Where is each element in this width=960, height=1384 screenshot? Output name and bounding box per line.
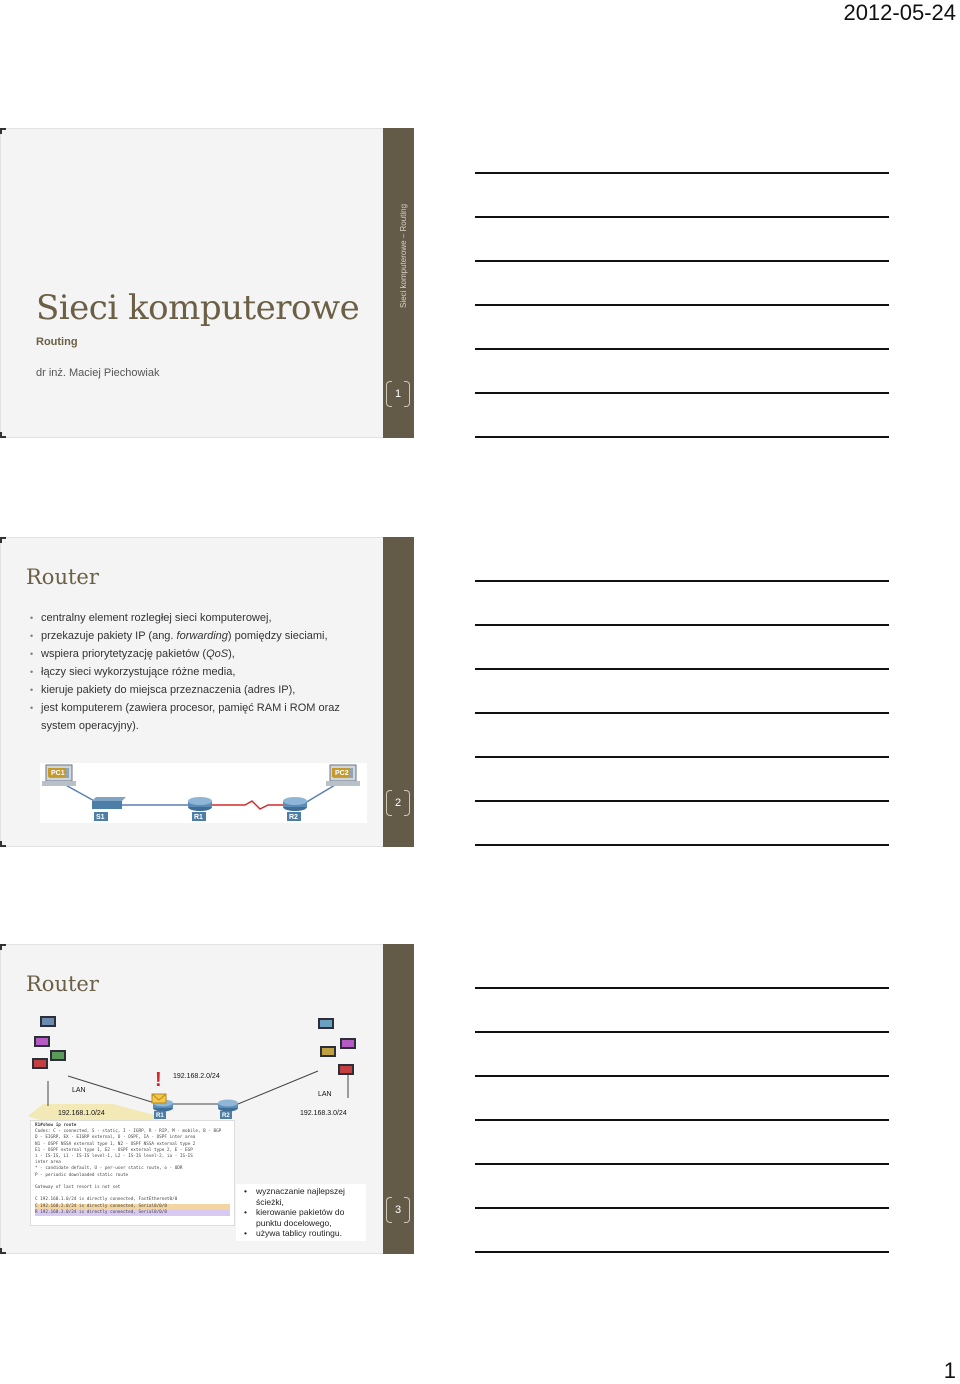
console-line: D - EIGRP, EX - EIGRP external, O - OSPF, IA - OSPF inter area xyxy=(35,1135,196,1141)
slide-title: Router xyxy=(26,565,99,589)
corner-mark xyxy=(0,1248,6,1254)
note-line xyxy=(475,304,889,306)
switch-icon xyxy=(92,797,126,809)
bullet-item: • przekazuje pakiety IP (ang. forwarding) pomiędzy sieciami, xyxy=(30,627,370,645)
lan-label-left: LAN xyxy=(72,1087,86,1094)
router-label-r2: R2 xyxy=(222,1113,230,1119)
note-line xyxy=(475,1207,889,1209)
note-line xyxy=(475,800,889,802)
pc-icon xyxy=(318,1018,356,1075)
note-line xyxy=(475,172,889,174)
label-r2: R2 xyxy=(289,814,298,821)
network-label-right: 192.168.3.0/24 xyxy=(300,1110,347,1117)
note-line xyxy=(475,1075,889,1077)
console-line: Codes: C - connected, S - static, I - IGRP, R - RIP, M - mobile, B - BGP xyxy=(35,1129,222,1135)
note-line xyxy=(475,712,889,714)
slide-author: dr inż. Maciej Piechowiak xyxy=(36,367,160,379)
notes-box xyxy=(236,1184,366,1241)
side-band-text: Sieci komputerowe – Routing xyxy=(399,203,408,308)
bullet-item: • kieruje pakiety do miejsca przeznaczenia (adres IP), xyxy=(30,681,370,699)
slide-1 xyxy=(0,128,414,438)
note-line xyxy=(475,668,889,670)
note-line xyxy=(475,1119,889,1121)
note-line xyxy=(475,392,889,394)
page-number: 1 xyxy=(943,1358,956,1383)
note-line xyxy=(475,260,889,262)
router-label-r1: R1 xyxy=(156,1113,164,1119)
slide-number: 3 xyxy=(386,1197,410,1223)
router-r2-icon xyxy=(283,797,307,811)
note-line xyxy=(475,580,889,582)
network-diagram-graphic xyxy=(40,763,367,823)
note-line xyxy=(475,348,889,350)
envelope-icon xyxy=(152,1094,166,1103)
pc-icon xyxy=(32,1016,66,1069)
console-line: C 192.168.1.0/24 is directly connected, FastEthernet0/0 xyxy=(35,1197,178,1203)
router-r2-icon xyxy=(218,1100,238,1112)
note-line xyxy=(475,1031,889,1033)
slide-title: Router xyxy=(26,972,99,996)
slide-number: 2 xyxy=(386,790,410,816)
corner-mark xyxy=(0,537,6,543)
bullet-item: • centralny element rozległej sieci komputerowej, xyxy=(30,609,370,627)
bullet-item: • łączy sieci wykorzystujące różne media, xyxy=(30,663,370,681)
console-line: i - IS-IS, L1 - IS-IS level-1, L2 - IS-IS level-2, ia - IS-IS xyxy=(35,1154,193,1160)
lan-label-right: LAN xyxy=(318,1091,332,1098)
console-line: P - periodic downloaded static route xyxy=(35,1172,129,1178)
network-diagram-graphic xyxy=(28,1016,368,1126)
note-item: • wyznaczanie najlepszej ścieżki, xyxy=(244,1186,366,1207)
console-line: E1 - OSPF external type 1, E2 - OSPF external type 2, E - EGP xyxy=(35,1147,193,1153)
console-line: R1#show ip route xyxy=(35,1123,77,1128)
note-item: • kierowanie pakietów do punktu docelowego, xyxy=(244,1207,366,1228)
corner-mark xyxy=(0,128,6,134)
bullet-item: • jest komputerem (zawiera procesor, pamięć RAM i ROM oraz system operacyjny). xyxy=(30,699,370,735)
svg-text:!: ! xyxy=(155,1069,162,1091)
slide-3 xyxy=(0,944,414,1254)
bullet-list xyxy=(30,609,370,735)
slide-2 xyxy=(0,537,414,847)
warning-icon xyxy=(155,1069,162,1091)
slide-number: 1 xyxy=(386,381,410,407)
corner-mark xyxy=(0,841,6,847)
corner-mark xyxy=(0,432,6,438)
note-line xyxy=(475,987,889,989)
label-pc2: PC2 xyxy=(335,770,349,777)
note-line xyxy=(475,1251,889,1253)
label-pc1: PC1 xyxy=(51,770,65,777)
note-line xyxy=(475,844,889,846)
corner-mark xyxy=(0,944,6,950)
router-r1-icon xyxy=(188,797,212,811)
label-r1: R1 xyxy=(194,814,203,821)
note-line xyxy=(475,216,889,218)
console-line: inter area xyxy=(35,1160,61,1166)
console-line: Gateway of last resort is not set xyxy=(35,1185,121,1191)
slide-subtitle: Routing xyxy=(36,336,78,348)
network-diagram xyxy=(40,763,367,823)
routing-table-console xyxy=(30,1120,235,1226)
note-line xyxy=(475,436,889,438)
note-item: • używa tablicy routingu. xyxy=(244,1228,366,1239)
note-line xyxy=(475,756,889,758)
slide-title: Sieci komputerowe xyxy=(36,288,360,328)
console-line-highlight: R 192.168.3.0/24 is directly connected, Serial0/0/0 xyxy=(35,1210,230,1216)
note-line xyxy=(475,1163,889,1165)
console-line: N1 - OSPF NSSA external type 1, N2 - OSPF NSSA external type 2 xyxy=(35,1141,196,1147)
network-label-left: 192.168.1.0/24 xyxy=(58,1110,105,1117)
console-line-highlight: C 192.168.2.0/24 is directly connected, Serial0/0/0 xyxy=(35,1204,230,1210)
label-s1: S1 xyxy=(96,814,105,821)
network-label-top: 192.168.2.0/24 xyxy=(173,1073,220,1080)
note-line xyxy=(475,624,889,626)
console-line: * - candidate default, U - per-user static route, o - ODR xyxy=(35,1166,183,1172)
network-diagram xyxy=(28,1016,368,1126)
header-date: 2012-05-24 xyxy=(843,0,956,25)
bullet-item: • wspiera priorytetyzację pakietów (QoS), xyxy=(30,645,370,663)
